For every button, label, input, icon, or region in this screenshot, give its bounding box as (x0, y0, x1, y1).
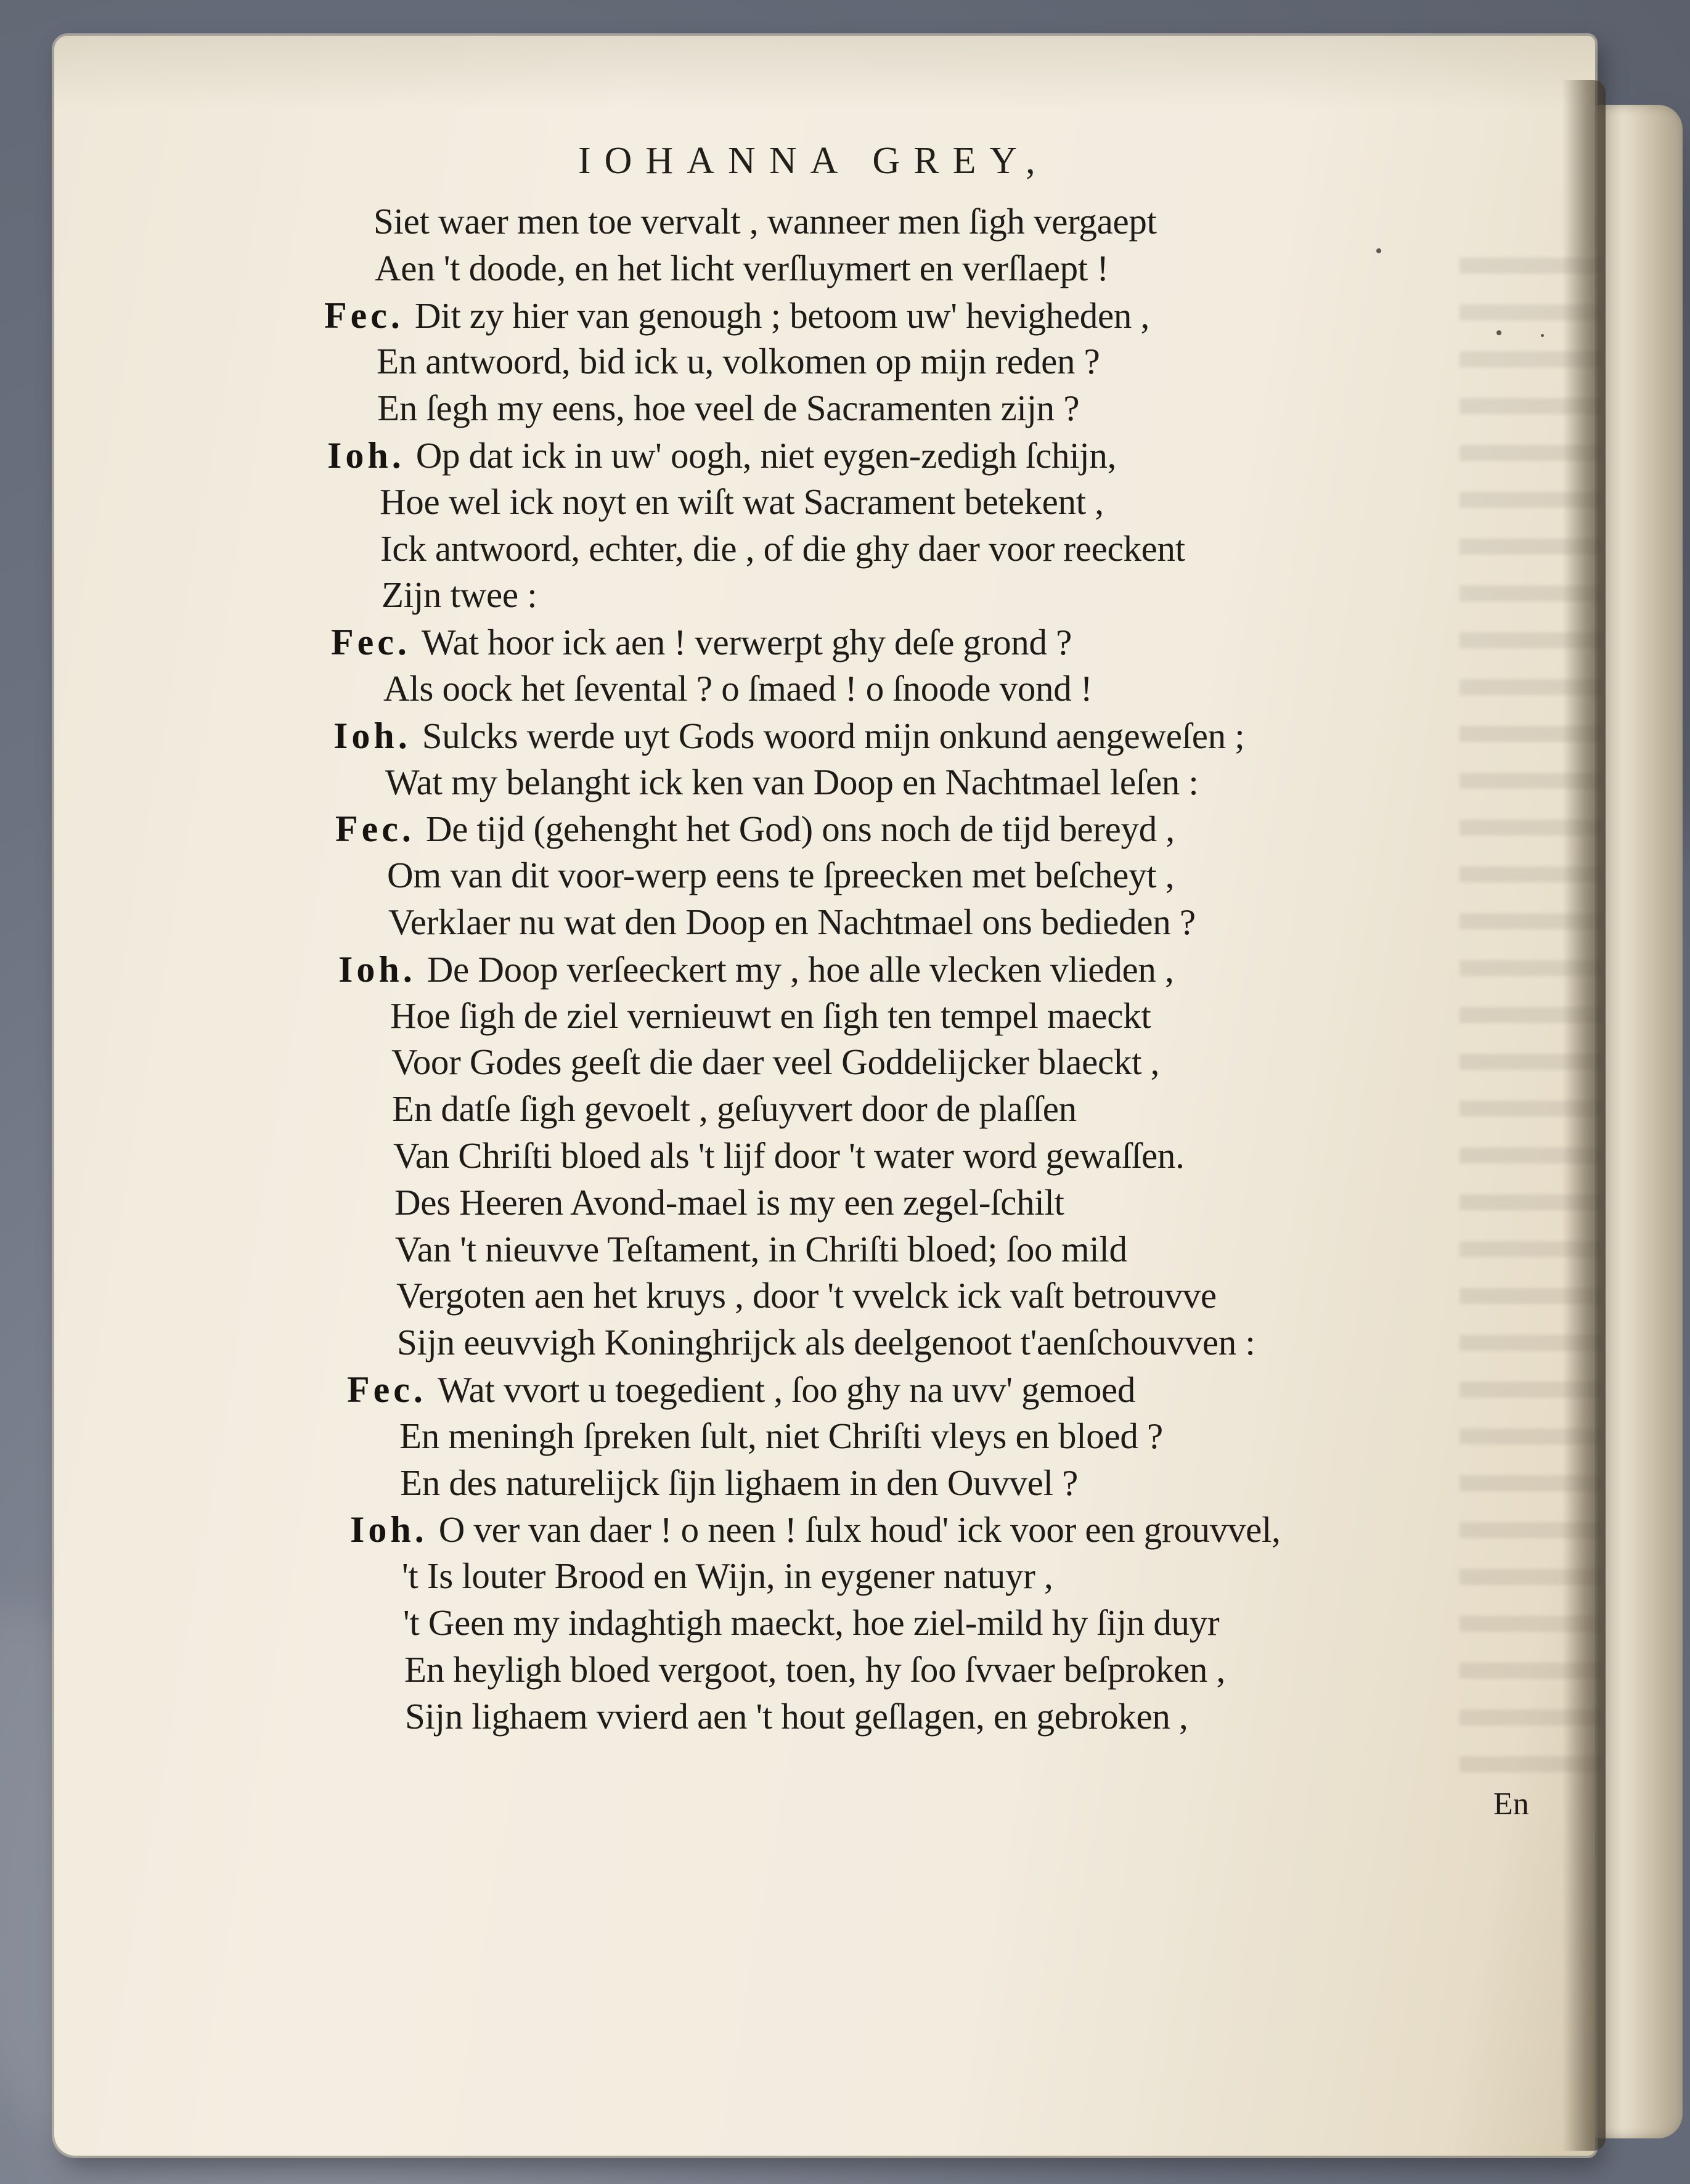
verse-text: Ick antwoord, echter, die , of die ghy daer voor reeckent (380, 528, 1185, 569)
verse-text: Vergoten aen het kruys , door 't vvelck ick vaſt betrouvve (396, 1275, 1217, 1316)
verse-line (399, 1415, 1163, 1456)
verse-line (382, 574, 537, 616)
verse-text: Als oock het ſevental ? o ſmaed ! o ſnoode vond ! (383, 668, 1093, 709)
verse-text: Siet waer men toe vervalt , wanneer men ſigh vergaept (374, 201, 1157, 242)
verse-line (383, 670, 1092, 707)
verse-line (404, 1648, 1225, 1690)
verse-line (375, 247, 1109, 288)
verse-text: Wat my belanght ick ken van Doop en Nachtmael leſen : (385, 761, 1199, 802)
verse-line (347, 1371, 1135, 1408)
verse-line (393, 1135, 1185, 1176)
speaker-label: Ioh. (333, 715, 411, 756)
verse-text: En heyligh bloed vergoot, toen, hy ſoo ſvvaer beſproken , (404, 1648, 1225, 1690)
catchword: En (1493, 1787, 1529, 1822)
verse-text: Des Heeren Avond-mael is my een zegel-ſchilt (394, 1181, 1064, 1223)
verse-text: 't Geen my indaghtigh maeckt, hoe ziel-mild hy ſijn duyr (403, 1602, 1220, 1643)
ink-speck (1376, 248, 1381, 253)
speaker-label: Ioh. (327, 435, 405, 476)
verse-text: 't Is louter Brood en Wijn, in eygener natuyr , (402, 1555, 1053, 1597)
verse-line (391, 1041, 1160, 1083)
verse-line (350, 1511, 1281, 1548)
verse-line (396, 1277, 1217, 1314)
verse-text: Zijn twee : (382, 574, 537, 616)
verse-line (377, 343, 1100, 380)
verse-text: O ver van daer ! o neen ! ſulx houd' ick voor een grouvvel, (438, 1509, 1281, 1550)
verse-text: Om van dit voor-werp eens te ſpreecken met beſcheyt , (387, 855, 1175, 896)
verse-text: De Doop verſeeckert my , hoe alle vlecken vlieden , (427, 948, 1174, 990)
verse-text: Sijn lighaem vvierd aen 't hout geſlagen, en gebroken , (405, 1695, 1188, 1737)
verse-line (374, 203, 1157, 240)
verse-line (400, 1462, 1079, 1503)
verse-line (402, 1555, 1053, 1597)
verse-text: Sijn eeuvvigh Koninghrijck als deelgenoot t'aenſchouvven : (397, 1322, 1255, 1363)
verse-text: Sulcks werde uyt Gods woord mijn onkund aengeweſen ; (422, 715, 1245, 756)
verse-text: En des naturelijck ſijn lighaem in den Ouvvel ? (400, 1462, 1079, 1503)
verse-line (380, 481, 1104, 522)
verse-line (385, 761, 1199, 802)
verse-text: Aen 't doode, en het licht verſluymert en verſlaept ! (375, 247, 1109, 288)
verse-line (405, 1695, 1188, 1737)
running-head: IOHANNA GREY, (578, 140, 1049, 182)
verse-text: En datſe ſigh gevoelt , geſuyvert door de plaſſen (392, 1088, 1077, 1130)
verse-line (335, 809, 1175, 850)
verse-text: Hoe ſigh de ziel vernieuwt en ſigh ten tempel maeckt (390, 995, 1151, 1036)
verse-text: En meningh ſpreken ſult, niet Chriſti vleys en bloed ? (399, 1415, 1163, 1456)
verse-line (380, 528, 1185, 569)
ink-speck (1541, 334, 1544, 337)
verse-line (324, 297, 1149, 334)
verse-text: Op dat ick in uw' oogh, niet eygen-zedigh ſchijn, (415, 435, 1117, 476)
speaker-label: Fec. (335, 809, 415, 850)
verse-line (403, 1602, 1220, 1643)
page-text (54, 36, 1595, 2156)
verse-line (333, 717, 1244, 754)
verse-text: Wat hoor ick aen ! verwerpt ghy deſe grond ? (421, 622, 1072, 663)
verse-line (392, 1088, 1077, 1130)
verse-line (331, 624, 1072, 661)
speaker-label: Fec. (347, 1369, 427, 1410)
verse-text: Van 't nieuvve Teſtament, in Chriſti bloed; ſoo mild (395, 1228, 1127, 1269)
verse-text: En antwoord, bid ick u, volkomen op mijn reden ? (377, 341, 1100, 382)
verse-line (388, 904, 1196, 940)
verse-line (394, 1181, 1064, 1223)
speaker-label: Ioh. (338, 948, 416, 990)
verse-line (338, 948, 1174, 990)
verse-line (327, 437, 1116, 474)
verse-line (387, 857, 1174, 894)
verse-text: Verklaer nu wat den Doop en Nachtmael ons bedieden ? (388, 902, 1196, 942)
verse-text: Van Chriſti bloed als 't lijf door 't water word gewaſſen. (393, 1135, 1185, 1176)
verse-text: En ſegh my eens, hoe veel de Sacramenten zijn ? (377, 388, 1080, 429)
speaker-label: Fec. (331, 622, 410, 663)
speaker-label: Fec. (324, 295, 404, 336)
verse-text: Voor Godes geeſt die daer veel Goddelijcker blaeckt , (391, 1041, 1160, 1083)
verse-text: De tijd (gehenght het God) ons noch de tijd bereyd , (425, 809, 1175, 850)
ink-speck (1496, 330, 1501, 335)
speaker-label: Ioh. (350, 1509, 428, 1550)
verse-line (395, 1228, 1127, 1269)
verse-text: Dit zy hier van genough ; betoom uw' hevigheden , (414, 295, 1149, 336)
verse-line (390, 995, 1151, 1036)
verse-line (397, 1324, 1255, 1361)
book-page (54, 36, 1595, 2156)
verse-text: Wat vvort u toegedient , ſoo ghy na uvv' gemoed (437, 1369, 1136, 1410)
book-gutter (1562, 80, 1606, 2151)
verse-text: Hoe wel ick noyt en wiſt wat Sacrament betekent , (380, 481, 1104, 522)
verse-line (377, 388, 1080, 429)
